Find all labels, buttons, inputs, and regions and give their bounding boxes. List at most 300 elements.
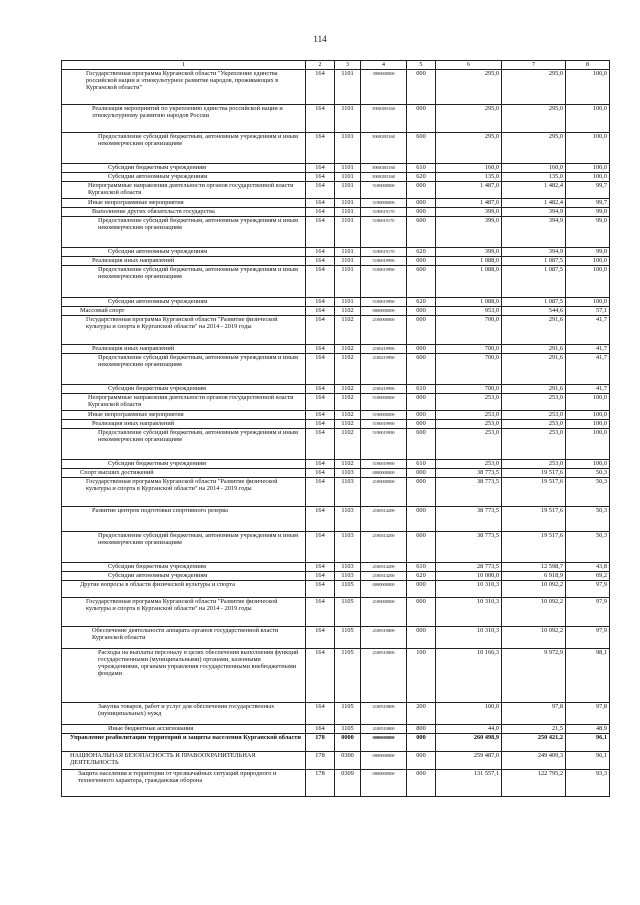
row-section-code: 1102 xyxy=(335,394,361,411)
row-section-code: 1102 xyxy=(335,307,361,316)
row-ved-code: 164 xyxy=(306,478,335,507)
row-ved-code: 164 xyxy=(306,469,335,478)
row-planned-amount: 160,0 xyxy=(436,164,502,173)
row-section-code: 1101 xyxy=(335,257,361,266)
row-target-article-code: 2100314200 xyxy=(361,532,407,563)
row-target-article-code: 2100510800 xyxy=(361,703,407,725)
row-name: Непрограммные направления деятельности органов государственной власти Курганской области xyxy=(62,394,306,411)
header-cell: 1 xyxy=(62,61,306,70)
row-target-article-code: 2100219990 xyxy=(361,385,407,394)
row-actual-amount: 1 482,4 xyxy=(502,182,566,199)
row-target-article-code: 5190019170 xyxy=(361,217,407,248)
row-ved-code: 164 xyxy=(306,420,335,429)
row-planned-amount: 260 498,9 xyxy=(436,734,502,752)
row-ved-code: 178 xyxy=(306,734,335,752)
row-execution-percent: 100,0 xyxy=(566,164,610,173)
row-name: Реализация иных направлений xyxy=(62,257,306,266)
row-actual-amount: 12 598,7 xyxy=(502,563,566,572)
row-target-article-code: 5100000000 xyxy=(361,182,407,199)
row-expense-type-code: 000 xyxy=(407,307,436,316)
row-planned-amount: 10 000,0 xyxy=(436,572,502,581)
row-target-article-code: 2100510800 xyxy=(361,725,407,734)
row-ved-code: 164 xyxy=(306,248,335,257)
row-name: Иные бюджетные ассигнования xyxy=(62,725,306,734)
row-target-article-code: 5190019990 xyxy=(361,429,407,460)
row-section-code: 1102 xyxy=(335,411,361,420)
row-ved-code: 164 xyxy=(306,649,335,703)
row-section-code: 1101 xyxy=(335,182,361,199)
row-section-code: 1101 xyxy=(335,248,361,257)
row-expense-type-code: 000 xyxy=(407,770,436,797)
row-target-article-code: 3900000000 xyxy=(361,70,407,105)
column-number-header xyxy=(62,61,610,70)
row-target-article-code: 0000000000 xyxy=(361,469,407,478)
row-target-article-code: 2100000000 xyxy=(361,478,407,507)
row-execution-percent: 41,7 xyxy=(566,354,610,385)
row-ved-code: 164 xyxy=(306,460,335,469)
row-expense-type-code: 000 xyxy=(407,105,436,133)
row-name: Предоставление субсидий бюджетным, автономным учреждениям и иным некоммерческим организациям xyxy=(62,217,306,248)
row-target-article-code: 0000000000 xyxy=(361,752,407,770)
row-planned-amount: 295,0 xyxy=(436,70,502,105)
row-target-article-code: 5100000000 xyxy=(361,394,407,411)
row-execution-percent: 50,3 xyxy=(566,469,610,478)
row-section-code: 1102 xyxy=(335,345,361,354)
table-row xyxy=(62,460,610,469)
row-actual-amount: 1 087,5 xyxy=(502,266,566,298)
row-execution-percent: 100,0 xyxy=(566,266,610,298)
row-ved-code: 164 xyxy=(306,208,335,217)
row-section-code: 1102 xyxy=(335,354,361,385)
row-actual-amount: 295,0 xyxy=(502,105,566,133)
row-planned-amount: 295,0 xyxy=(436,105,502,133)
row-execution-percent: 100,0 xyxy=(566,460,610,469)
row-target-article-code: 39001R5160 xyxy=(361,164,407,173)
row-actual-amount: 295,0 xyxy=(502,133,566,164)
row-target-article-code: 0000000000 xyxy=(361,734,407,752)
row-execution-percent: 96,1 xyxy=(566,752,610,770)
table-row xyxy=(62,385,610,394)
row-planned-amount: 28 773,5 xyxy=(436,563,502,572)
row-target-article-code: 2100219990 xyxy=(361,345,407,354)
row-name: Выполнение других обязательств государства xyxy=(62,208,306,217)
row-name: НАЦИОНАЛЬНАЯ БЕЗОПАСНОСТЬ И ПРАВООХРАНИТЕЛЬНАЯ ДЕЯТЕЛЬНОСТЬ xyxy=(62,752,306,770)
row-execution-percent: 100,0 xyxy=(566,298,610,307)
row-target-article-code: 5190019990 xyxy=(361,420,407,429)
row-planned-amount: 253,0 xyxy=(436,460,502,469)
row-actual-amount: 6 918,9 xyxy=(502,572,566,581)
row-actual-amount: 10 092,2 xyxy=(502,581,566,598)
row-actual-amount: 19 517,6 xyxy=(502,469,566,478)
table-row xyxy=(62,173,610,182)
row-name: Реализация иных направлений xyxy=(62,345,306,354)
row-actual-amount: 253,0 xyxy=(502,394,566,411)
row-name: Государственная программа Курганской области "Укрепление единства российской нации и этнокультурное развитие народов, проживающих в Курганской области" xyxy=(62,70,306,105)
row-actual-amount: 291,6 xyxy=(502,354,566,385)
header-cell: 4 xyxy=(361,61,407,70)
row-planned-amount: 10 310,3 xyxy=(436,627,502,649)
row-execution-percent: 41,7 xyxy=(566,385,610,394)
row-ved-code: 178 xyxy=(306,752,335,770)
row-ved-code: 164 xyxy=(306,70,335,105)
row-actual-amount: 19 517,6 xyxy=(502,507,566,532)
table-row xyxy=(62,298,610,307)
row-section-code: 0000 xyxy=(335,734,361,752)
row-name: Предоставление субсидий бюджетным, автономным учреждениям и иным некоммерческим организациям xyxy=(62,532,306,563)
row-name: Защита населения и территории от чрезвычайных ситуаций природного и техногенного характера, гражданская оборона xyxy=(62,770,306,797)
header-cell: 8 xyxy=(566,61,610,70)
row-expense-type-code: 200 xyxy=(407,703,436,725)
table-row xyxy=(62,752,610,770)
row-section-code: 1101 xyxy=(335,164,361,173)
row-ved-code: 164 xyxy=(306,703,335,725)
row-section-code: 1105 xyxy=(335,627,361,649)
row-expense-type-code: 600 xyxy=(407,429,436,460)
row-expense-type-code: 610 xyxy=(407,385,436,394)
row-expense-type-code: 000 xyxy=(407,752,436,770)
header-cell: 7 xyxy=(502,61,566,70)
row-ved-code: 164 xyxy=(306,199,335,208)
row-execution-percent: 50,3 xyxy=(566,532,610,563)
row-expense-type-code: 000 xyxy=(407,394,436,411)
row-planned-amount: 700,0 xyxy=(436,345,502,354)
table-row xyxy=(62,208,610,217)
row-planned-amount: 10 310,3 xyxy=(436,581,502,598)
row-actual-amount: 291,6 xyxy=(502,385,566,394)
row-ved-code: 164 xyxy=(306,354,335,385)
row-ved-code: 164 xyxy=(306,345,335,354)
table-row xyxy=(62,734,610,752)
row-planned-amount: 44,0 xyxy=(436,725,502,734)
row-ved-code: 164 xyxy=(306,507,335,532)
row-ved-code: 164 xyxy=(306,572,335,581)
row-planned-amount: 100,0 xyxy=(436,703,502,725)
row-planned-amount: 253,0 xyxy=(436,429,502,460)
row-actual-amount: 160,0 xyxy=(502,164,566,173)
row-expense-type-code: 000 xyxy=(407,316,436,345)
row-planned-amount: 1 487,0 xyxy=(436,182,502,199)
row-target-article-code: 2100314200 xyxy=(361,572,407,581)
row-planned-amount: 700,0 xyxy=(436,316,502,345)
row-expense-type-code: 000 xyxy=(407,257,436,266)
row-planned-amount: 38 773,5 xyxy=(436,532,502,563)
row-section-code: 1101 xyxy=(335,70,361,105)
row-target-article-code: 2100510800 xyxy=(361,649,407,703)
row-planned-amount: 259 487,0 xyxy=(436,752,502,770)
row-planned-amount: 399,0 xyxy=(436,248,502,257)
row-execution-percent: 100,0 xyxy=(566,70,610,105)
row-section-code: 1105 xyxy=(335,649,361,703)
table-row xyxy=(62,598,610,627)
row-ved-code: 164 xyxy=(306,563,335,572)
row-ved-code: 164 xyxy=(306,217,335,248)
table-row xyxy=(62,572,610,581)
row-actual-amount: 9 972,9 xyxy=(502,649,566,703)
row-expense-type-code: 610 xyxy=(407,460,436,469)
row-target-article-code: 5190019170 xyxy=(361,248,407,257)
header-cell: 5 xyxy=(407,61,436,70)
row-name: Расходы на выплаты персоналу в целях обеспечения выполнения функций государственными (муниципальными) органами, казенными учреждениями, органами управления государственными внебюджетными фондами xyxy=(62,649,306,703)
row-section-code: 1105 xyxy=(335,725,361,734)
row-execution-percent: 100,0 xyxy=(566,173,610,182)
table-row xyxy=(62,217,610,248)
row-ved-code: 164 xyxy=(306,394,335,411)
row-section-code: 1103 xyxy=(335,478,361,507)
row-planned-amount: 1 487,0 xyxy=(436,199,502,208)
row-actual-amount: 1 087,5 xyxy=(502,257,566,266)
row-section-code: 0300 xyxy=(335,752,361,770)
table-row xyxy=(62,725,610,734)
row-actual-amount: 253,0 xyxy=(502,420,566,429)
row-target-article-code: 0000000000 xyxy=(361,307,407,316)
row-target-article-code: 5190019170 xyxy=(361,208,407,217)
row-execution-percent: 99,0 xyxy=(566,217,610,248)
row-section-code: 1101 xyxy=(335,105,361,133)
row-expense-type-code: 800 xyxy=(407,725,436,734)
row-name: Субсидии бюджетным учреждениям xyxy=(62,164,306,173)
row-ved-code: 178 xyxy=(306,770,335,797)
row-ved-code: 164 xyxy=(306,316,335,345)
table-row xyxy=(62,164,610,173)
row-actual-amount: 291,6 xyxy=(502,316,566,345)
row-name: Иные непрограммные мероприятия xyxy=(62,199,306,208)
row-name: Реализация мероприятий по укреплению единства российской нации и этнокультурному развитию народов России xyxy=(62,105,306,133)
row-planned-amount: 700,0 xyxy=(436,354,502,385)
row-actual-amount: 295,0 xyxy=(502,70,566,105)
row-expense-type-code: 000 xyxy=(407,182,436,199)
row-planned-amount: 953,0 xyxy=(436,307,502,316)
row-expense-type-code: 600 xyxy=(407,266,436,298)
row-planned-amount: 10 310,3 xyxy=(436,598,502,627)
row-actual-amount: 253,0 xyxy=(502,460,566,469)
row-planned-amount: 295,0 xyxy=(436,133,502,164)
row-target-article-code: 2100000000 xyxy=(361,316,407,345)
row-expense-type-code: 620 xyxy=(407,298,436,307)
row-name: Субсидии автономным учреждениям xyxy=(62,572,306,581)
row-name: Предоставление субсидий бюджетным, автономным учреждениям и иным некоммерческим организациям xyxy=(62,133,306,164)
table-row xyxy=(62,563,610,572)
row-actual-amount: 1 087,5 xyxy=(502,298,566,307)
row-execution-percent: 100,0 xyxy=(566,429,610,460)
row-actual-amount: 253,0 xyxy=(502,429,566,460)
row-execution-percent: 97,9 xyxy=(566,598,610,627)
row-name: Непрограммные направления деятельности органов государственной власти Курганской области xyxy=(62,182,306,199)
table-row xyxy=(62,627,610,649)
row-name: Субсидии автономным учреждениям xyxy=(62,173,306,182)
row-actual-amount: 135,0 xyxy=(502,173,566,182)
row-name: Развитие центров подготовки спортивного резерва xyxy=(62,507,306,532)
row-execution-percent: 100,0 xyxy=(566,133,610,164)
row-target-article-code: 5190019990 xyxy=(361,298,407,307)
row-planned-amount: 38 773,5 xyxy=(436,507,502,532)
row-ved-code: 164 xyxy=(306,581,335,598)
row-name: Предоставление субсидий бюджетным, автономным учреждениям и иным некоммерческим организациям xyxy=(62,266,306,298)
row-section-code: 1101 xyxy=(335,133,361,164)
row-actual-amount: 1 482,4 xyxy=(502,199,566,208)
row-name: Массовый спорт xyxy=(62,307,306,316)
row-ved-code: 164 xyxy=(306,411,335,420)
row-ved-code: 164 xyxy=(306,164,335,173)
row-section-code: 1102 xyxy=(335,385,361,394)
row-actual-amount: 19 517,6 xyxy=(502,532,566,563)
row-planned-amount: 135,0 xyxy=(436,173,502,182)
row-execution-percent: 50,3 xyxy=(566,478,610,507)
row-execution-percent: 100,0 xyxy=(566,394,610,411)
row-execution-percent: 69,2 xyxy=(566,572,610,581)
row-target-article-code: 2100510800 xyxy=(361,627,407,649)
row-expense-type-code: 000 xyxy=(407,581,436,598)
row-name: Субсидии автономным учреждениям xyxy=(62,248,306,257)
row-target-article-code: 2100219990 xyxy=(361,354,407,385)
row-actual-amount: 10 092,2 xyxy=(502,627,566,649)
row-expense-type-code: 000 xyxy=(407,478,436,507)
row-target-article-code: 5190019990 xyxy=(361,460,407,469)
row-section-code: 1103 xyxy=(335,572,361,581)
header-cell: 6 xyxy=(436,61,502,70)
row-name: Субсидии бюджетным учреждениям xyxy=(62,385,306,394)
table-row xyxy=(62,105,610,133)
table-row xyxy=(62,532,610,563)
row-name: Спорт высших достижений xyxy=(62,469,306,478)
row-name: Обеспечение деятельности аппарата органов государственной власти Курганской области xyxy=(62,627,306,649)
row-target-article-code: 5190000000 xyxy=(361,411,407,420)
row-section-code: 1101 xyxy=(335,199,361,208)
row-expense-type-code: 000 xyxy=(407,411,436,420)
row-name: Предоставление субсидий бюджетным, автономным учреждениям и иным некоммерческим организациям xyxy=(62,429,306,460)
row-execution-percent: 57,1 xyxy=(566,307,610,316)
row-expense-type-code: 000 xyxy=(407,627,436,649)
row-expense-type-code: 100 xyxy=(407,649,436,703)
row-execution-percent: 99,7 xyxy=(566,199,610,208)
row-execution-percent: 99,7 xyxy=(566,182,610,199)
row-target-article-code: 5190000000 xyxy=(361,199,407,208)
row-actual-amount: 544,6 xyxy=(502,307,566,316)
row-execution-percent: 50,3 xyxy=(566,507,610,532)
row-ved-code: 164 xyxy=(306,182,335,199)
row-planned-amount: 253,0 xyxy=(436,411,502,420)
row-ved-code: 164 xyxy=(306,598,335,627)
row-actual-amount: 10 092,2 xyxy=(502,598,566,627)
row-expense-type-code: 000 xyxy=(407,345,436,354)
table-row xyxy=(62,649,610,703)
row-target-article-code: 5190019990 xyxy=(361,266,407,298)
row-name: Субсидии бюджетным учреждениям xyxy=(62,563,306,572)
table-row xyxy=(62,703,610,725)
row-ved-code: 164 xyxy=(306,532,335,563)
row-expense-type-code: 000 xyxy=(407,199,436,208)
table-row xyxy=(62,182,610,199)
row-execution-percent: 93,3 xyxy=(566,770,610,797)
row-section-code: 1101 xyxy=(335,217,361,248)
row-expense-type-code: 000 xyxy=(407,420,436,429)
row-execution-percent: 48,9 xyxy=(566,725,610,734)
row-planned-amount: 1 088,0 xyxy=(436,298,502,307)
row-planned-amount: 1 088,0 xyxy=(436,257,502,266)
row-section-code: 1102 xyxy=(335,460,361,469)
row-target-article-code: 39001R5160 xyxy=(361,105,407,133)
row-planned-amount: 253,0 xyxy=(436,394,502,411)
row-target-article-code: 39001R5160 xyxy=(361,133,407,164)
table-row xyxy=(62,345,610,354)
table-row xyxy=(62,478,610,507)
row-planned-amount: 399,0 xyxy=(436,217,502,248)
row-expense-type-code: 620 xyxy=(407,248,436,257)
row-actual-amount: 394,9 xyxy=(502,217,566,248)
row-section-code: 1103 xyxy=(335,469,361,478)
row-ved-code: 164 xyxy=(306,298,335,307)
row-ved-code: 164 xyxy=(306,627,335,649)
table-body xyxy=(62,61,610,797)
row-actual-amount: 291,6 xyxy=(502,345,566,354)
header-cell: 3 xyxy=(335,61,361,70)
table-row xyxy=(62,420,610,429)
row-target-article-code: 39001R5160 xyxy=(361,173,407,182)
row-name: Закупка товаров, работ и услуг для обеспечения государственных (муниципальных) нужд xyxy=(62,703,306,725)
row-expense-type-code: 000 xyxy=(407,70,436,105)
row-actual-amount: 249 409,3 xyxy=(502,752,566,770)
row-ved-code: 164 xyxy=(306,133,335,164)
row-section-code: 1102 xyxy=(335,429,361,460)
row-execution-percent: 99,0 xyxy=(566,208,610,217)
table-row xyxy=(62,507,610,532)
row-target-article-code: 0000000000 xyxy=(361,581,407,598)
row-execution-percent: 97,8 xyxy=(566,703,610,725)
row-planned-amount: 399,0 xyxy=(436,208,502,217)
row-section-code: 1105 xyxy=(335,703,361,725)
row-section-code: 1101 xyxy=(335,266,361,298)
row-ved-code: 164 xyxy=(306,307,335,316)
row-name: Субсидии бюджетным учреждениям xyxy=(62,460,306,469)
table-row xyxy=(62,307,610,316)
row-section-code: 1101 xyxy=(335,173,361,182)
row-actual-amount: 122 795,2 xyxy=(502,770,566,797)
table-row xyxy=(62,770,610,797)
row-name: Другие вопросы в области физической культуры и спорта xyxy=(62,581,306,598)
row-ved-code: 164 xyxy=(306,385,335,394)
row-expense-type-code: 000 xyxy=(407,469,436,478)
row-expense-type-code: 610 xyxy=(407,164,436,173)
row-actual-amount: 250 421,2 xyxy=(502,734,566,752)
row-execution-percent: 41,7 xyxy=(566,345,610,354)
row-ved-code: 164 xyxy=(306,429,335,460)
row-execution-percent: 43,8 xyxy=(566,563,610,572)
row-actual-amount: 21,5 xyxy=(502,725,566,734)
row-execution-percent: 96,1 xyxy=(566,734,610,752)
row-execution-percent: 98,1 xyxy=(566,649,610,703)
row-section-code: 1101 xyxy=(335,208,361,217)
row-expense-type-code: 620 xyxy=(407,572,436,581)
row-execution-percent: 41,7 xyxy=(566,316,610,345)
table-row xyxy=(62,394,610,411)
row-section-code: 1103 xyxy=(335,507,361,532)
row-planned-amount: 10 166,3 xyxy=(436,649,502,703)
row-name: Управление реабилитации территорий и защиты населения Курганской области xyxy=(62,734,306,752)
row-target-article-code: 2100000000 xyxy=(361,598,407,627)
row-expense-type-code: 610 xyxy=(407,563,436,572)
row-execution-percent: 97,9 xyxy=(566,627,610,649)
row-planned-amount: 700,0 xyxy=(436,385,502,394)
row-section-code: 1101 xyxy=(335,298,361,307)
row-planned-amount: 253,0 xyxy=(436,420,502,429)
row-expense-type-code: 000 xyxy=(407,598,436,627)
row-name: Государственная программа Курганской области "Развитие физической культуры и спорта в Курганской области" на 2014 - 2019 годы xyxy=(62,598,306,627)
header-cell: 2 xyxy=(306,61,335,70)
table-row xyxy=(62,70,610,105)
row-actual-amount: 253,0 xyxy=(502,411,566,420)
row-expense-type-code: 600 xyxy=(407,133,436,164)
row-expense-type-code: 600 xyxy=(407,354,436,385)
row-planned-amount: 131 557,1 xyxy=(436,770,502,797)
